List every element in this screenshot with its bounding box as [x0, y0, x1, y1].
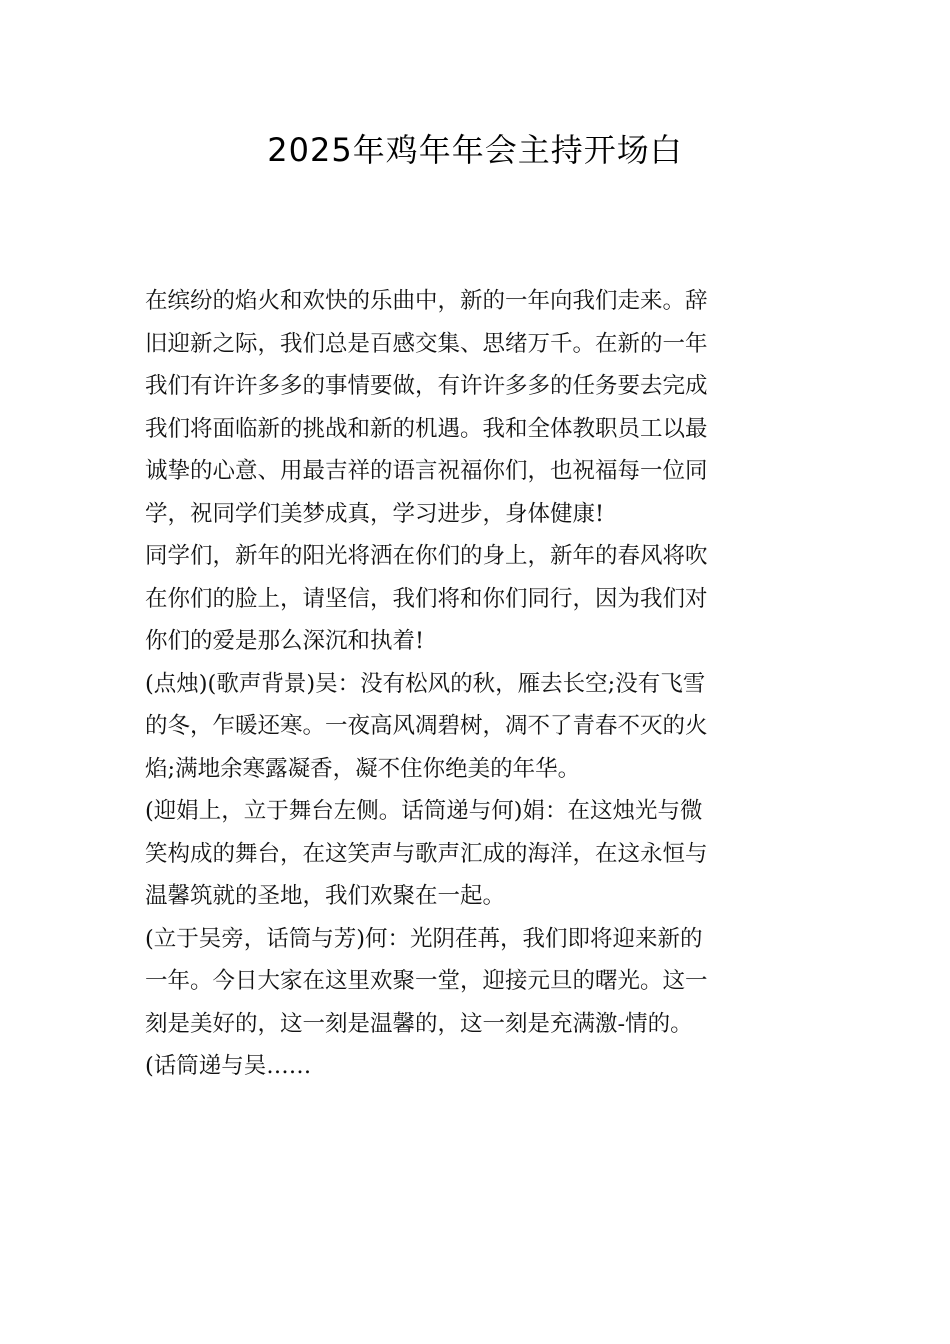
- text-line: (立于吴旁，话筒与芳)何：光阴荏苒，我们即将迎来新的: [145, 925, 703, 952]
- text-line: (点烛)(歌声背景)吴：没有松风的秋，雁去长空;没有飞雪: [145, 670, 706, 697]
- text-line: 的冬，乍暖还寒。一夜高风凋碧树，凋不了青春不灭的火: [145, 713, 708, 739]
- text-line: 一年。今日大家在这里欢聚一堂，迎接元旦的曙光。这一: [145, 968, 708, 994]
- paragraph: [145, 790, 813, 918]
- text-line: 学，祝同学们美梦成真，学习进步，身体健康!: [145, 500, 605, 527]
- paragraph: [145, 918, 813, 1088]
- text-line: 同学们，新年的阳光将洒在你们的身上，新年的春风将吹: [145, 543, 708, 569]
- text-line: 我们将面临新的挑战和新的机遇。我和全体教职员工以最: [145, 415, 708, 442]
- page-title: 2025年鸡年年会主持开场白: [267, 131, 683, 169]
- text-line: 在你们的脸上，请坚信，我们将和你们同行，因为我们对: [145, 585, 708, 612]
- paragraph: [145, 663, 813, 791]
- text-line: 焰;满地余寒露凝香，凝不住你绝美的年华。: [145, 755, 581, 782]
- text-line: (迎娟上，立于舞台左侧。话筒递与何)娟：在这烛光与微: [145, 798, 703, 824]
- text-line: 我们有许许多多的事情要做，有许许多多的任务要去完成: [145, 373, 708, 399]
- text-line: 诚挚的心意、用最吉祥的语言祝福你们，也祝福每一位同: [145, 458, 708, 484]
- text-line: 你们的爱是那么深沉和执着!: [145, 628, 425, 654]
- text-line: 在缤纷的焰火和欢快的乐曲中，新的一年向我们走来。辞: [145, 288, 708, 314]
- paragraph: [145, 280, 813, 535]
- text-line: (话筒递与吴……: [145, 1053, 312, 1079]
- text-line: 刻是美好的，这一刻是温馨的，这一刻是充满激-情的。: [145, 1010, 693, 1037]
- text-line: 温馨筑就的圣地，我们欢聚在一起。: [145, 883, 506, 909]
- text-line: 笑构成的舞台，在这笑声与歌声汇成的海洋，在这永恒与: [145, 840, 708, 867]
- document-body: [145, 280, 813, 1088]
- text-line: 旧迎新之际，我们总是百感交集、思绪万千。在新的一年: [145, 330, 708, 357]
- paragraph: [145, 535, 813, 663]
